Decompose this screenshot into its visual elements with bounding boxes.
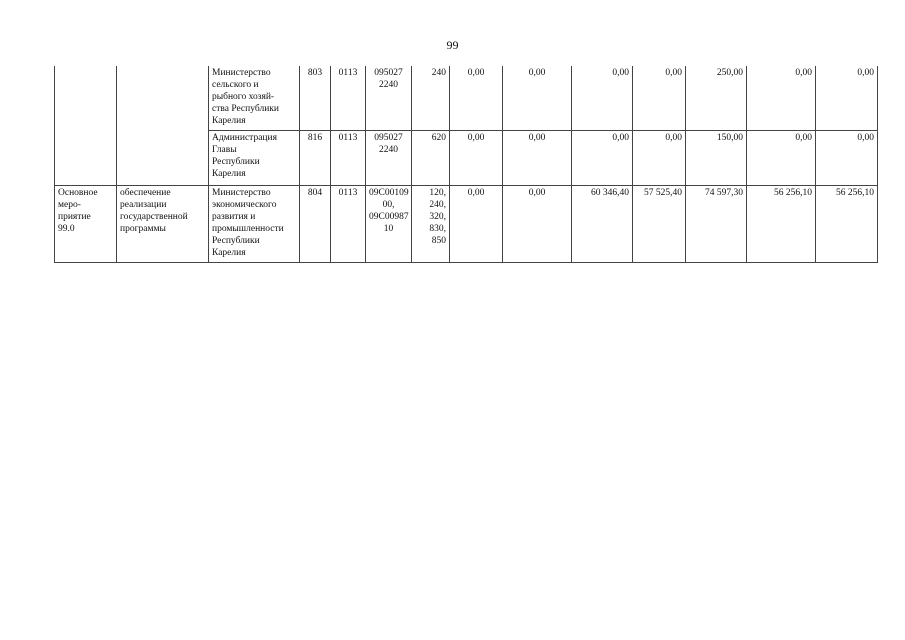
value-cell-5: 74 597,30 [686, 185, 747, 262]
value-cell-4: 0,00 [633, 130, 686, 185]
value-cell-2: 0,00 [503, 185, 572, 262]
value-cell-7: 56 256,10 [816, 185, 878, 262]
value-cell-5: 250,00 [686, 66, 747, 130]
vr-cell: 620 [412, 130, 450, 185]
name-cell: обеспечение реализации государственной программы [117, 185, 209, 262]
value-cell-7: 0,00 [816, 130, 878, 185]
status-cell [55, 66, 117, 185]
value-cell-2: 0,00 [503, 130, 572, 185]
value-cell-1: 0,00 [450, 66, 503, 130]
value-cell-6: 0,00 [747, 130, 816, 185]
status-cell: Основное меро- приятие 99.0 [55, 185, 117, 262]
rzpr-cell: 0113 [331, 66, 366, 130]
value-cell-2: 0,00 [503, 66, 572, 130]
value-cell-5: 150,00 [686, 130, 747, 185]
value-cell-3: 0,00 [572, 130, 633, 185]
value-cell-6: 0,00 [747, 66, 816, 130]
budget-table [54, 66, 878, 263]
value-cell-1: 0,00 [450, 130, 503, 185]
vr-cell: 240 [412, 66, 450, 130]
value-cell-4: 0,00 [633, 66, 686, 130]
value-cell-1: 0,00 [450, 185, 503, 262]
executor-cell: Министерство сельского и рыбного хозяй- ства Республики Карелия [209, 66, 300, 130]
rzpr-cell: 0113 [331, 130, 366, 185]
vr-cell: 120, 240, 320, 830, 850 [412, 185, 450, 262]
csr-cell: 09С00109 00, 09С00987 10 [366, 185, 412, 262]
grbs-cell: 804 [300, 185, 331, 262]
value-cell-6: 56 256,10 [747, 185, 816, 262]
grbs-cell: 803 [300, 66, 331, 130]
grbs-cell: 816 [300, 130, 331, 185]
rzpr-cell: 0113 [331, 185, 366, 262]
value-cell-3: 0,00 [572, 66, 633, 130]
csr-cell: 095027 2240 [366, 66, 412, 130]
table-row [55, 66, 878, 130]
csr-cell: 095027 2240 [366, 130, 412, 185]
name-cell [117, 66, 209, 185]
value-cell-3: 60 346,40 [572, 185, 633, 262]
value-cell-7: 0,00 [816, 66, 878, 130]
executor-cell: Администрация Главы Республики Карелия [209, 130, 300, 185]
table-row [55, 185, 878, 262]
value-cell-4: 57 525,40 [633, 185, 686, 262]
page-number: 99 [446, 38, 459, 52]
executor-cell: Министерство экономического развития и промышленности Республики Карелия [209, 185, 300, 262]
